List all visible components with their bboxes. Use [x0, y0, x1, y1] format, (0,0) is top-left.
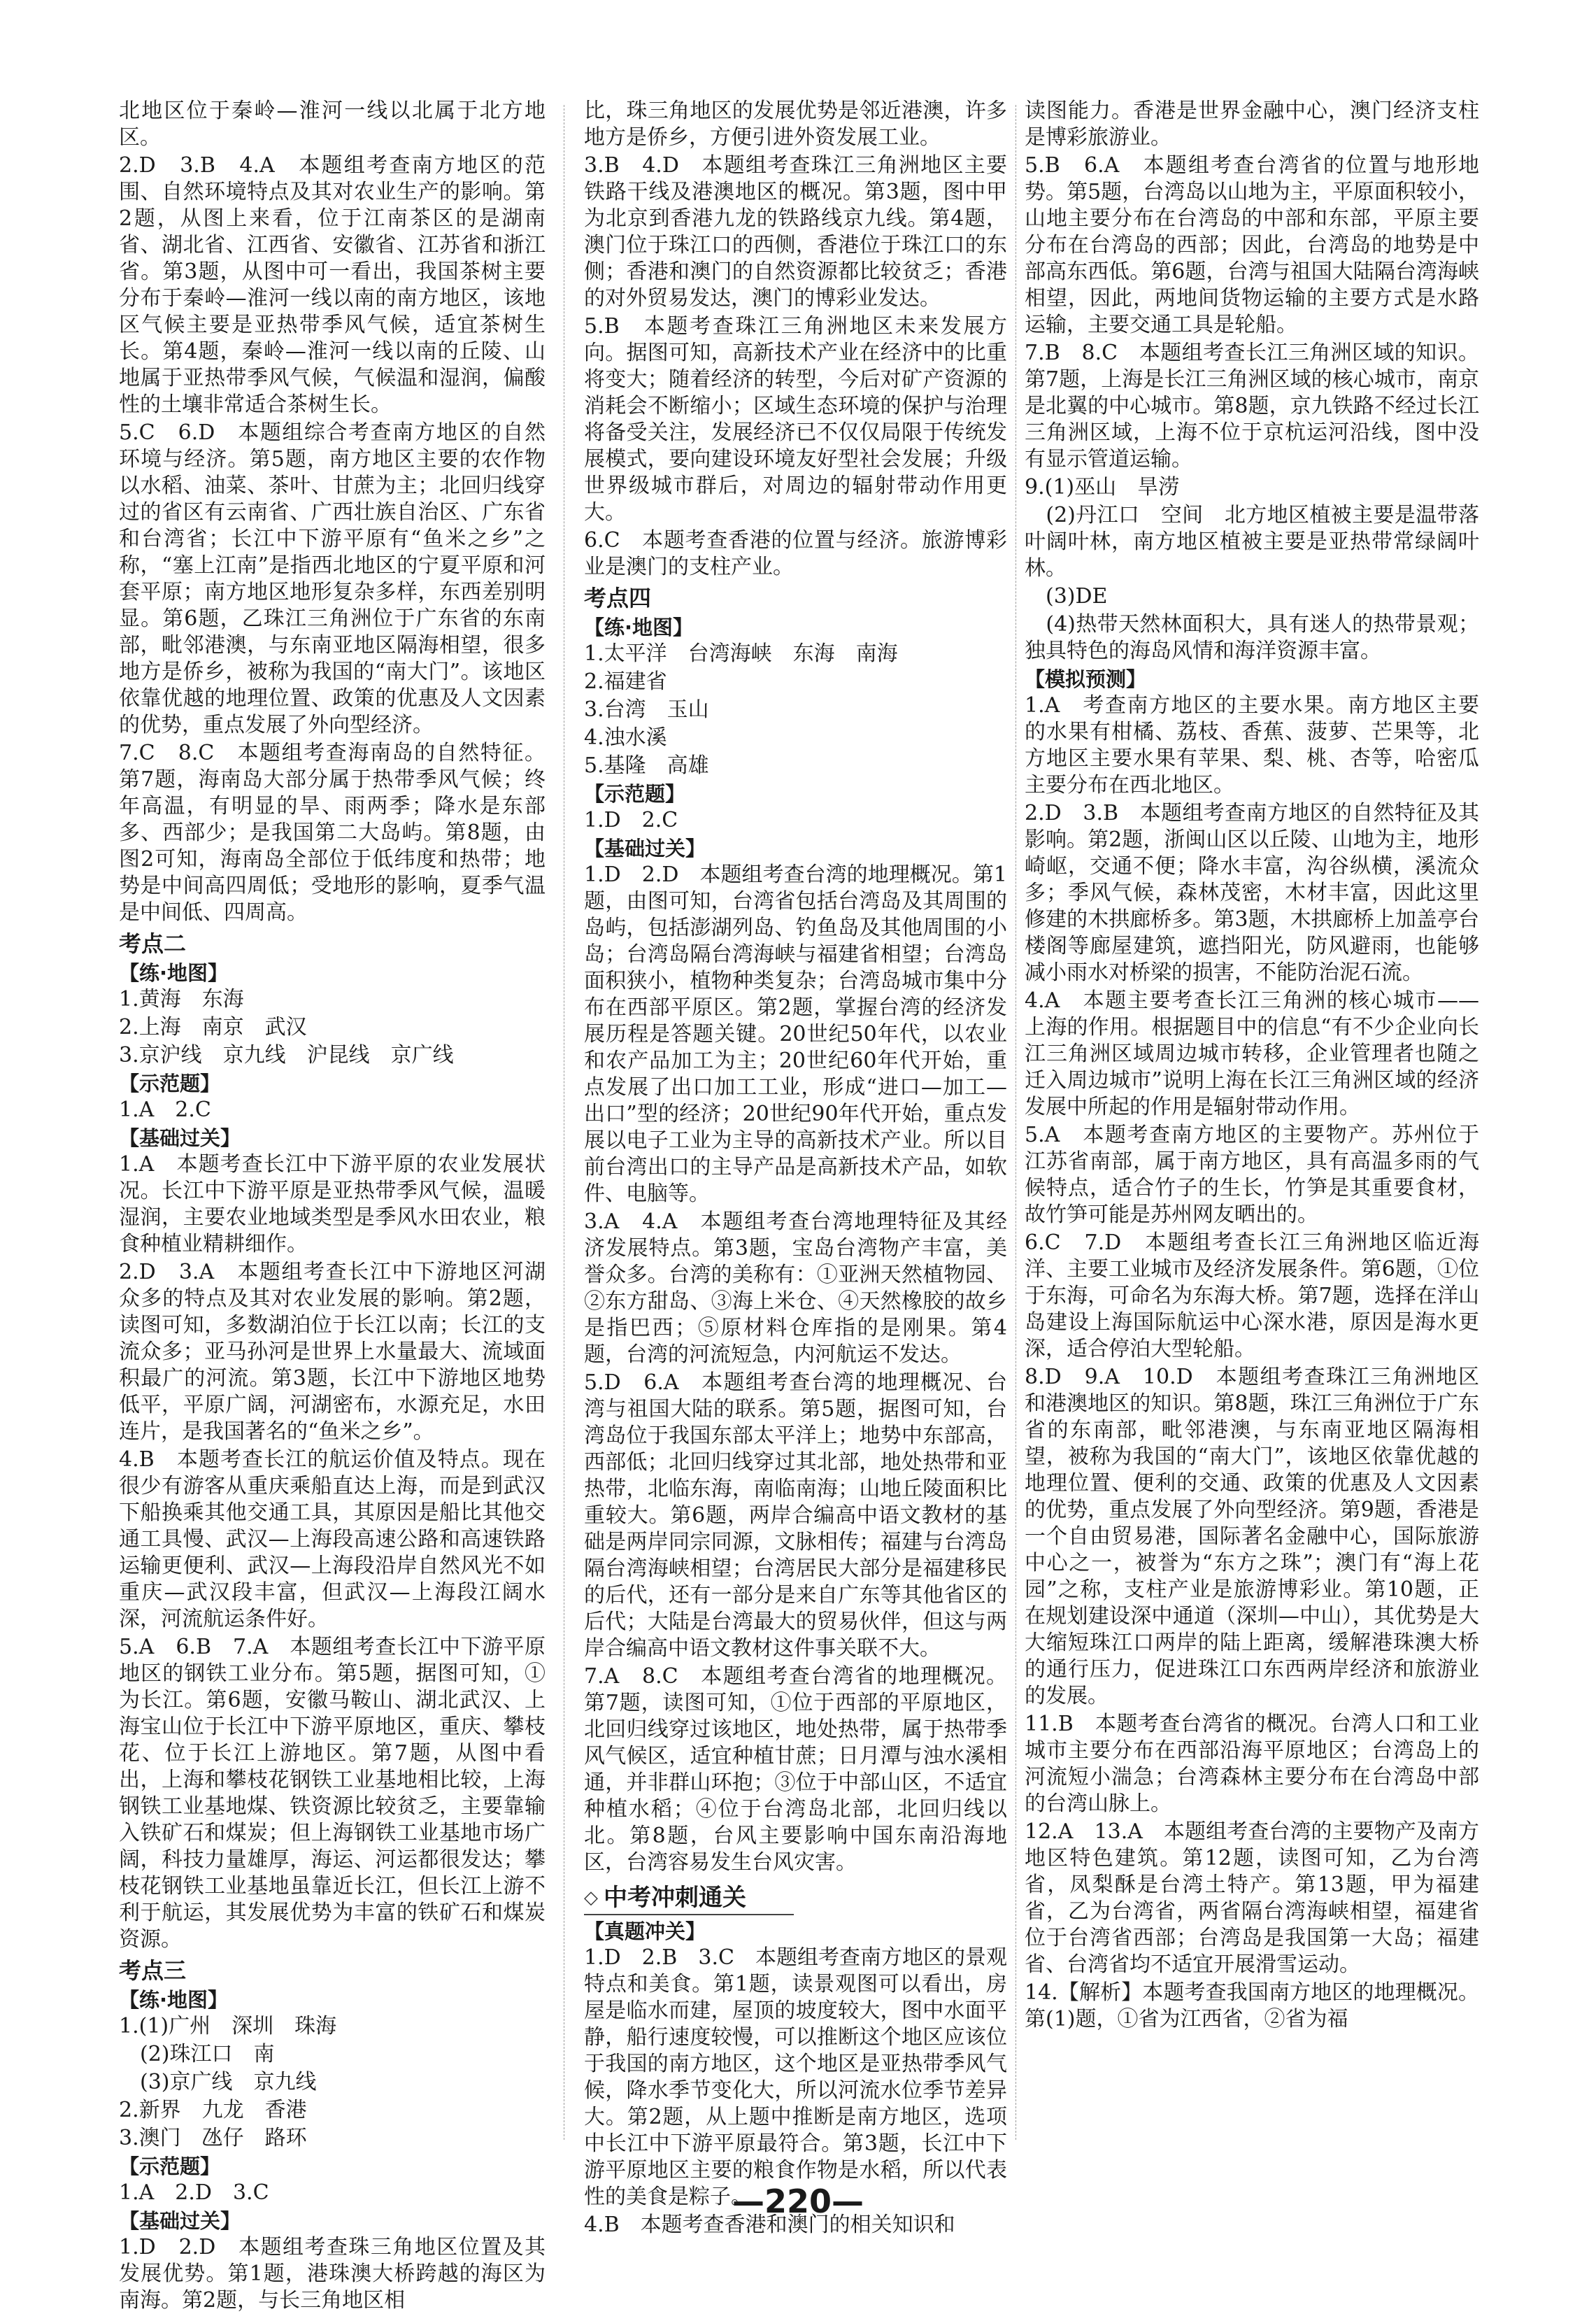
subsection-tag: 【基础过关】 [584, 837, 706, 860]
answer-paragraph: 1.D 2.D 本题组考查台湾的地理概况。第1题，由图可知，台湾省包括台湾岛及其周围的岛屿，包括澎湖列岛、钓鱼岛及其他周围的小岛；台湾岛隔台湾海峡与福建省相望；台湾岛面积狭小，植物种类复杂；台湾岛城市集中分布在西部平原区。第2题，掌握台湾的经济发展历程是答题关键。20世纪50年代，以农业和农产品加工为主；20世纪60年代开始，重点发展了出口加工工业，形成“进口—加工—出口”型的经济；20世纪90年代开始，重点发展以电子工业为主导的高新技术产业。所以目前台湾出口的主导产品是高新技术产品，如软件、电脑等。 [584, 863, 1007, 1206]
answer-paragraph: 6.C 7.D 本题组考查长江三角洲地区临近海洋、主要工业城市及经济发展条件。第6题，①位于东海，可命名为东海大桥。第7题，选择在洋山岛建设上海国际航运中心深水港，原因是海水更深，适合停泊大型轮船。 [1025, 1230, 1479, 1361]
diamond-icon: ◇ [584, 1887, 598, 1908]
answer-paragraph: 1.太平洋 台湾海峡 东海 南海 [584, 641, 898, 666]
answer-paragraph: 1.A 2.C [119, 1098, 211, 1122]
answer-paragraph: 5.B 6.A 本题组考查台湾省的位置与地形地势。第5题，台湾岛以山地为主，平原面积较小，山地主要分布在台湾岛的中部和东部，平原主要分布在台湾岛的西部；因此，台湾岛的地势是中部高东西低。第6题，台湾与祖国大陆隔台湾海峡相望，因此，两地间货物运输的主要方式是水路运输，主要交通工具是轮船。 [1025, 153, 1479, 337]
answer-paragraph: (4)热带天然林面积大，具有迷人的热带景观；独具特色的海岛风情和海洋资源丰富。 [1025, 612, 1479, 663]
section-heading: 考点三 [119, 1957, 187, 1984]
subsection-tag: 【练·地图】 [584, 616, 694, 639]
answer-paragraph: 北地区位于秦岭—淮河一线以北属于北方地区。 [119, 99, 546, 150]
answer-paragraph: 4.B 本题考查香港和澳门的相关知识和 [584, 2213, 955, 2237]
answer-paragraph: 3.A 4.A 本题组考查台湾地理特征及其经济发展特点。第3题，宝岛台湾物产丰富，美誉众多。台湾的美称有：①亚洲天然植物园、②东方甜岛、③海上米仓、④天然橡胶的故乡是指巴西；⑤原材料仓库指的是刚果。第4题，台湾的河流短急，内河航运不发达。 [584, 1209, 1007, 1367]
answer-paragraph: 4.A 本题主要考查长江三角洲的核心城市——上海的作用。根据题目中的信息“有不少企业向长江三角洲区域周边城市转移，企业管理者也随之迁入周边城市”说明上海在长江三角洲区域的经济发展中所起的作用是辐射带动作用。 [1025, 988, 1479, 1119]
answer-paragraph: 7.C 8.C 本题组考查海南岛的自然特征。第7题，海南岛大部分属于热带季风气候；终年高温，有明显的旱、雨两季；降水是东部多、西部少；是我国第二大岛屿。第8题，由图2可知，海南岛全部位于低纬度和热带；地势是中间高四周低；受地形的影响，夏季气温是中间低、四周高。 [119, 741, 546, 925]
page-number: —220— [732, 2182, 864, 2220]
answer-paragraph: 2.D 3.A 本题组考查长江中下游地区河湖众多的特点及其对农业发展的影响。第2题，读图可知，多数湖泊位于长江以南；长江的支流众多；亚马孙河是世界上水量最大、流域面积最广的河流。第3题，长江中下游地区地势低平，平原广阔，河湖密布，水源充足，水田连片，是我国著名的“鱼米之乡”。 [119, 1260, 546, 1444]
answer-paragraph: 5.基隆 高雄 [584, 753, 709, 778]
answer-paragraph: 4.浊水溪 [584, 725, 667, 750]
column-right [1025, 98, 1479, 2161]
answer-paragraph: 8.D 9.A 10.D 本题组考查珠江三角洲地区和港澳地区的知识。第8题，珠江三角洲位于广东省的东南部，毗邻港澳，与东南亚地区隔海相望，被称为我国的“南大门”，该地区依靠优越的地理位置、便利的交通、政策的优惠及人文因素的优势，重点发展了外向型经济。第9题，香港是一个自由贸易港，国际著名金融中心，国际旅游中心之一，被誉为“东方之珠”；澳门有“海上花园”之称，支柱产业是旅游博彩业。第10题，正在规划建设深中通道（深圳—中山），其优势是大大缩短珠江口两岸的陆上距离，缓解港珠澳大桥的通行压力，促进珠江口东西两岸经济和旅游业的发展。 [1025, 1365, 1479, 1708]
answer-paragraph: 7.B 8.C 本题组考查长江三角洲区域的知识。第7题，上海是长江三角洲区域的核心城市，南京是北翼的中心城市。第8题，京九铁路不经过长江三角洲区域，上海不位于京杭运河沿线，图中没有显示管道运输。 [1025, 341, 1479, 471]
answer-paragraph: 5.D 6.A 本题组考查台湾的地理概况、台湾与祖国大陆的联系。第5题，据图可知，台湾岛位于我国东部太平洋上；地势中东部高，西部低；北回归线穿过其北部，地处热带和亚热带，北临东海，南临南海；山地丘陵面积比重较大。第6题，两岸合编高中语文教材的基础是两岸同宗同源，文脉相传；福建与台湾岛隔台湾海峡相望；台湾居民大部分是福建移民的后代，还有一部分是来自广东等其他省区的后代；大陆是台湾最大的贸易伙伴，但这与两岸合编高中语文教材这件事关联不大。 [584, 1370, 1007, 1661]
answer-paragraph: 1.A 本题考查长江中下游平原的农业发展状况。长江中下游平原是亚热带季风气候，温暖湿润，主要农业地域类型是季风水田农业，粮食种植业精耕细作。 [119, 1152, 546, 1256]
answer-paragraph: 2.上海 南京 武汉 [119, 1015, 307, 1039]
subsection-tag: 【真题冲关】 [584, 1919, 706, 1943]
answer-paragraph: 3.澳门 氹仔 路环 [119, 2126, 307, 2150]
answer-paragraph: 1.D 2.C [584, 808, 678, 832]
answer-paragraph: 3.台湾 玉山 [584, 697, 709, 722]
answer-paragraph: 3.京沪线 京九线 沪昆线 京广线 [119, 1043, 454, 1067]
subsection-tag: 【基础过关】 [119, 2209, 241, 2233]
answer-paragraph: (2)珠江口 南 [119, 2042, 275, 2066]
answer-paragraph: 3.B 4.D 本题组考查珠江三角洲地区主要铁路干线及港澳地区的概况。第3题，图中甲为北京到香港九龙的铁路线京九线。第4题，澳门位于珠江口的西侧，香港位于珠江口的东侧；香港和澳门的自然资源都比较贫乏；香港的对外贸易发达，澳门的博彩业发达。 [584, 153, 1007, 311]
answer-paragraph: 1.(1)广州 深圳 珠海 [119, 2014, 337, 2038]
answer-paragraph: 14.【解析】本题考查我国南方地区的地理概况。第(1)题，①省为江西省，②省为福 [1025, 1980, 1479, 2031]
answer-paragraph: 2.D 3.B 4.A 本题组考查南方地区的范围、自然环境特点及其对农业生产的影响。第2题，从图上来看，位于江南茶区的是湖南省、湖北省、江西省、安徽省、江苏省和浙江省。第3题，从图中可一看出，我国茶树主要分布于秦岭—淮河一线以南的南方地区，该地区气候主要是亚热带季风气候，适宜茶树生长。第4题，秦岭—淮河一线以南的丘陵、山地属于亚热带季风气候，气候温和湿润，偏酸性的土壤非常适合茶树生长。 [119, 153, 546, 417]
answer-paragraph: (3)京广线 京九线 [119, 2070, 317, 2094]
answer-paragraph: 1.D 2.B 3.C 本题组考查南方地区的景观特点和美食。第1题，读景观图可以看出，房屋是临水而建，屋顶的坡度较大，图中水面平静，船行速度较慢，可以推断这个地区应该位于我国的南方地区，这个地区是亚热带季风气候，降水季节变化大，所以河流水位季节差异大。第2题，从上题中推断是南方地区，选项中长江中下游平原最符合。第3题，长江中下游平原地区主要的粮食作物是水稻，所以代表性的美食是粽子。 [584, 1945, 1007, 2209]
answer-paragraph: 1.D 2.D 本题组考查珠三角地区位置及其发展优势。第1题，港珠澳大桥跨越的海区为南海。第2题，与长三角地区相 [119, 2235, 546, 2313]
answer-paragraph: 6.C 本题考查香港的位置与经济。旅游博彩业是澳门的支柱产业。 [584, 528, 1007, 579]
subsection-tag: 【练·地图】 [119, 1988, 229, 2012]
answer-paragraph: 1.黄海 东海 [119, 987, 244, 1012]
answer-paragraph: 7.A 8.C 本题组考查台湾省的地理概况。第7题，读图可知，①位于西部的平原地区，北回归线穿过该地区，地处热带，属于热带季风气候区，适宜种植甘蔗；日月潭与浊水溪相通，并非群山环抱；③位于中部山区，不适宜种植水稻；④位于台湾岛北部，北回归线以北。第8题，台风主要影响中国东南沿海地区，台湾容易发生台风灾害。 [584, 1664, 1007, 1875]
subsection-tag: 【示范题】 [584, 782, 686, 806]
answer-paragraph: 5.A 本题考查南方地区的主要物产。苏州位于江苏省南部，属于南方地区，具有高温多雨的气候特点，适合竹子的生长，竹笋是其重要食材，故竹笋可能是苏州网友晒出的。 [1025, 1123, 1479, 1227]
column-left [119, 98, 546, 2313]
answer-paragraph: 4.B 本题考查长江的航运价值及特点。现在很少有游客从重庆乘船直达上海，而是到武汉下船换乘其他交通工具，其原因是船比其他交通工具慢、武汉—上海段高速公路和高速铁路运输更便利、武汉—上海段沿岸自然风光不如重庆—武汉段丰富，但武汉—上海段江阔水深，河流航运条件好。 [119, 1447, 546, 1631]
answer-paragraph: (3)DE [1025, 584, 1108, 609]
answer-paragraph: 2.福建省 [584, 669, 667, 694]
answer-paragraph: (2)丹江口 空间 北方地区植被主要是温带落叶阔叶林，南方地区植被主要是亚热带常绿阔叶林。 [1025, 503, 1479, 581]
subsection-tag: 【练·地图】 [119, 961, 229, 985]
section-heading: 考点四 [584, 585, 652, 611]
answer-paragraph: 5.C 6.D 本题组综合考查南方地区的自然环境与经济。第5题，南方地区主要的农作物以水稻、油菜、茶叶、甘蔗为主；北回归线穿过的省区有云南省、广西壮族自治区、广东省和台湾省；长江中下游平原有“鱼米之乡”之称，“塞上江南”是指西北地区的宁夏平原和河套平原；南方地区地形复杂多样，东西差别明显。第6题，乙珠江三角洲位于广东省的东南部，毗邻港澳，与东南亚地区隔海相望，很多地方是侨乡，被称为我国的“南大门”。该地区依靠优越的地理位置、政策的优惠及人文因素的优势，重点发展了外向型经济。 [119, 420, 546, 737]
answer-paragraph: 2.D 3.B 本题组考查南方地区的自然特征及其影响。第2题，浙闽山区以丘陵、山地为主，地形崎岖，交通不便；降水丰富，沟谷纵横，溪流众多；季风气候，森林茂密，木材丰富，因此这里修建的木拱廊桥多。第3题，木拱廊桥上加盖亭台楼阁等廊屋建筑，遮挡阳光，防风避雨，也能够减小雨水对桥梁的损害，不能防治泥石流。 [1025, 801, 1479, 985]
answer-paragraph: 9.(1)巫山 旱涝 [1025, 475, 1180, 499]
answer-paragraph: 12.A 13.A 本题组考查台湾的主要物产及南方地区特色建筑。第12题，读图可知，乙为台湾省，凤梨酥是台湾土特产。第13题，甲为福建省，乙为台湾省，两省隔台湾海峡相望，福建省位于台湾省西部；台湾岛是我国第一大岛；福建省、台湾省均不适宜开展滑雪运动。 [1025, 1819, 1479, 1977]
answer-paragraph: 读图能力。香港是世界金融中心，澳门经济支柱是博彩旅游业。 [1025, 99, 1479, 150]
answer-paragraph: 11.B 本题考查台湾省的概况。台湾人口和工业城市主要分布在西部沿海平原地区；台湾岛上的河流短小湍急；台湾森林主要分布在台湾岛中部的台湾山脉上。 [1025, 1712, 1479, 1816]
answer-paragraph: 比，珠三角地区的发展优势是邻近港澳，许多地方是侨乡，方便引进外资发展工业。 [584, 99, 1007, 150]
section-title-text: 中考冲刺通关 [604, 1884, 746, 1912]
subsection-tag: 【基础过关】 [119, 1126, 241, 1150]
answer-paragraph: 5.A 6.B 7.A 本题组考查长江中下游平原地区的钢铁工业分布。第5题，据图可知，①为长江。第6题，安徽马鞍山、湖北武汉、上海宝山位于长江中下游平原地区，重庆、攀枝花、位于长江上游地区。第7题，从图中看出，上海和攀枝花钢铁工业基地相比较，上海钢铁工业基地煤、铁资源比较贫乏，主要靠输入铁矿石和煤炭；但上海钢铁工业基地市场广阔，科技力量雄厚，海运、河运都很发达；攀枝花钢铁工业基地虽靠近长江，但长江上游不利于航运，其发展优势为丰富的铁矿石和煤炭资源。 [119, 1635, 546, 1952]
subsection-tag: 【模拟预测】 [1025, 667, 1147, 691]
answer-paragraph: 1.A 2.D 3.C [119, 2180, 269, 2205]
answer-paragraph: 1.A 考查南方地区的主要水果。南方地区主要的水果有柑橘、荔枝、香蕉、菠萝、芒果等，北方地区主要水果有苹果、梨、桃、杏等，哈密瓜主要分布在西北地区。 [1025, 693, 1479, 797]
answer-paragraph: 5.B 本题考查珠江三角洲地区未来发展方向。据图可知，高新技术产业在经济中的比重将变大；随着经济的转型，今后对矿产资源的消耗会不断缩小；区域生态环境的保护与治理将备受关注，发展经济已不仅仅局限于传统发展模式，要向建设环境友好型社会发展；升级世界级城市群后，对周边的辐射带动作用更大。 [584, 314, 1007, 525]
subsection-tag: 【示范题】 [119, 2155, 221, 2178]
section-title [584, 1882, 794, 1915]
answer-paragraph: 2.新界 九龙 香港 [119, 2098, 307, 2122]
subsection-tag: 【示范题】 [119, 1072, 221, 1095]
section-heading: 考点二 [119, 930, 187, 957]
